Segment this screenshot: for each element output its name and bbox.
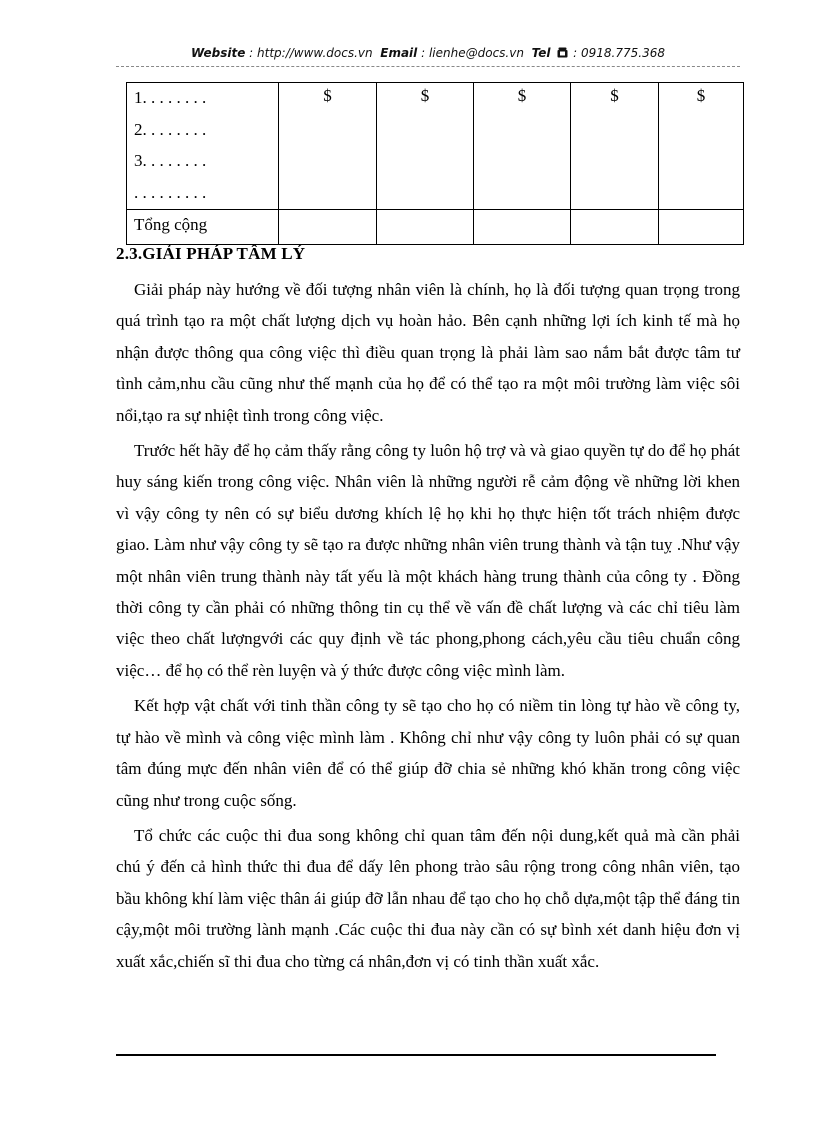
phone-icon: [557, 47, 568, 61]
email-address[interactable]: : lienhe@docs.vn: [421, 46, 524, 60]
item-more: . . . . . . . . .: [134, 182, 207, 202]
paragraph: Tổ chức các cuộc thi đua song không chỉ quan tâm đến nội dung,kết quả mà cần phải chú ý đến cả hình thức thi đua để dấy lên phong trào sâu rộng trong công nhân viên, tạo bầu không khí làm việc thân ái giúp đỡ lẫn nhau để tạo cho họ chỗ dựa,một tập thể đáng tin cậy,một môi trường lành mạnh .Các cuộc thi đua này cần có sự bình xét danh hiệu đơn vị xuất xắc,chiến sĩ thi đua cho từng cá nhân,đơn vị có tinh thần xuất xắc.: [116, 825, 740, 971]
total-cell: [474, 210, 571, 245]
table-row: [127, 210, 744, 245]
currency-cell: $: [474, 83, 571, 210]
currency-cell: $: [659, 83, 744, 210]
currency-cell: $: [279, 83, 377, 210]
total-cell: [571, 210, 659, 245]
total-cell: [377, 210, 474, 245]
paragraph: Giải pháp này hướng về đối tượng nhân viên là chính, họ là đối tượng quan trọng trong quá trình tạo ra một chất lượng dịch vụ hoàn hảo. Bên cạnh những lợi ích kinh tế mà họ nhận được thông qua công việc thì điều quan trọng là phải làm sao nắm bắt được tâm tư tình cảm,nhu cầu cũng như thế mạnh của họ để có thể tạo ra một môi trường làm việc sôi nổi,tạo ra sự nhiệt tình trong công việc.: [116, 280, 740, 425]
tel-number[interactable]: : 0918.775.368: [573, 46, 665, 60]
table-row: [127, 83, 744, 210]
currency-cell: $: [571, 83, 659, 210]
email-label: Email: [380, 46, 418, 60]
total-cell: [279, 210, 377, 245]
total-cell: [659, 210, 744, 245]
tel-label: Tel: [531, 46, 551, 60]
total-label: Tổng cộng: [127, 210, 279, 245]
paragraph: Kết hợp vật chất với tinh thần công ty sẽ tạo cho họ có niềm tin lòng tự hào về công ty, tự hào về mình và công việc mình làm . Không chỉ như vậy công ty luôn phải có sự quan tâm đúng mực đến nhân viên để có thể giúp đỡ chia sẻ những khó khăn trong công việc cũng như trong cuộc sống.: [116, 696, 740, 810]
website-url[interactable]: : http://www.docs.vn: [249, 46, 373, 60]
item-2: 2. . . . . . . .: [134, 119, 207, 139]
header-divider: [116, 66, 740, 67]
budget-table: [126, 82, 744, 245]
currency-cell: $: [377, 83, 474, 210]
footer-divider: [116, 1054, 716, 1056]
items-cell: [127, 83, 279, 210]
page-header: [116, 46, 740, 61]
paragraph: Trước hết hãy để họ cảm thấy rằng công ty luôn hộ trợ và và giao quyền tự do để họ phát huy sáng kiến trong công việc. Nhân viên là những người rễ cảm động về những lời khen vì vậy công ty nên có sự biểu dương khích lệ họ khi họ thực hiện tốt trách nhiệm được giao. Làm như vậy công ty sẽ tạo ra được những nhân viên trung thành và tận tuỵ .Như vậy một nhân viên trung thành này tất yếu là một khách hàng trung thành của công ty . Đồng thời công ty cần phải có những thông tin cụ thể về vấn đề chất lượng và các chỉ tiêu làm việc theo chất lượngvới các quy định về tác phong,phong cách,yêu cầu tiêu chuẩn công việc… để họ có thể rèn luyện và ý thức được công việc mình làm.: [116, 441, 740, 680]
section-title: 2.3.GIẢI PHÁP TÂM LÝ: [116, 244, 306, 263]
website-label: Website: [191, 46, 246, 60]
body-text: [116, 274, 740, 981]
item-1: 1. . . . . . . .: [134, 88, 207, 107]
item-3: 3. . . . . . . .: [134, 151, 207, 170]
